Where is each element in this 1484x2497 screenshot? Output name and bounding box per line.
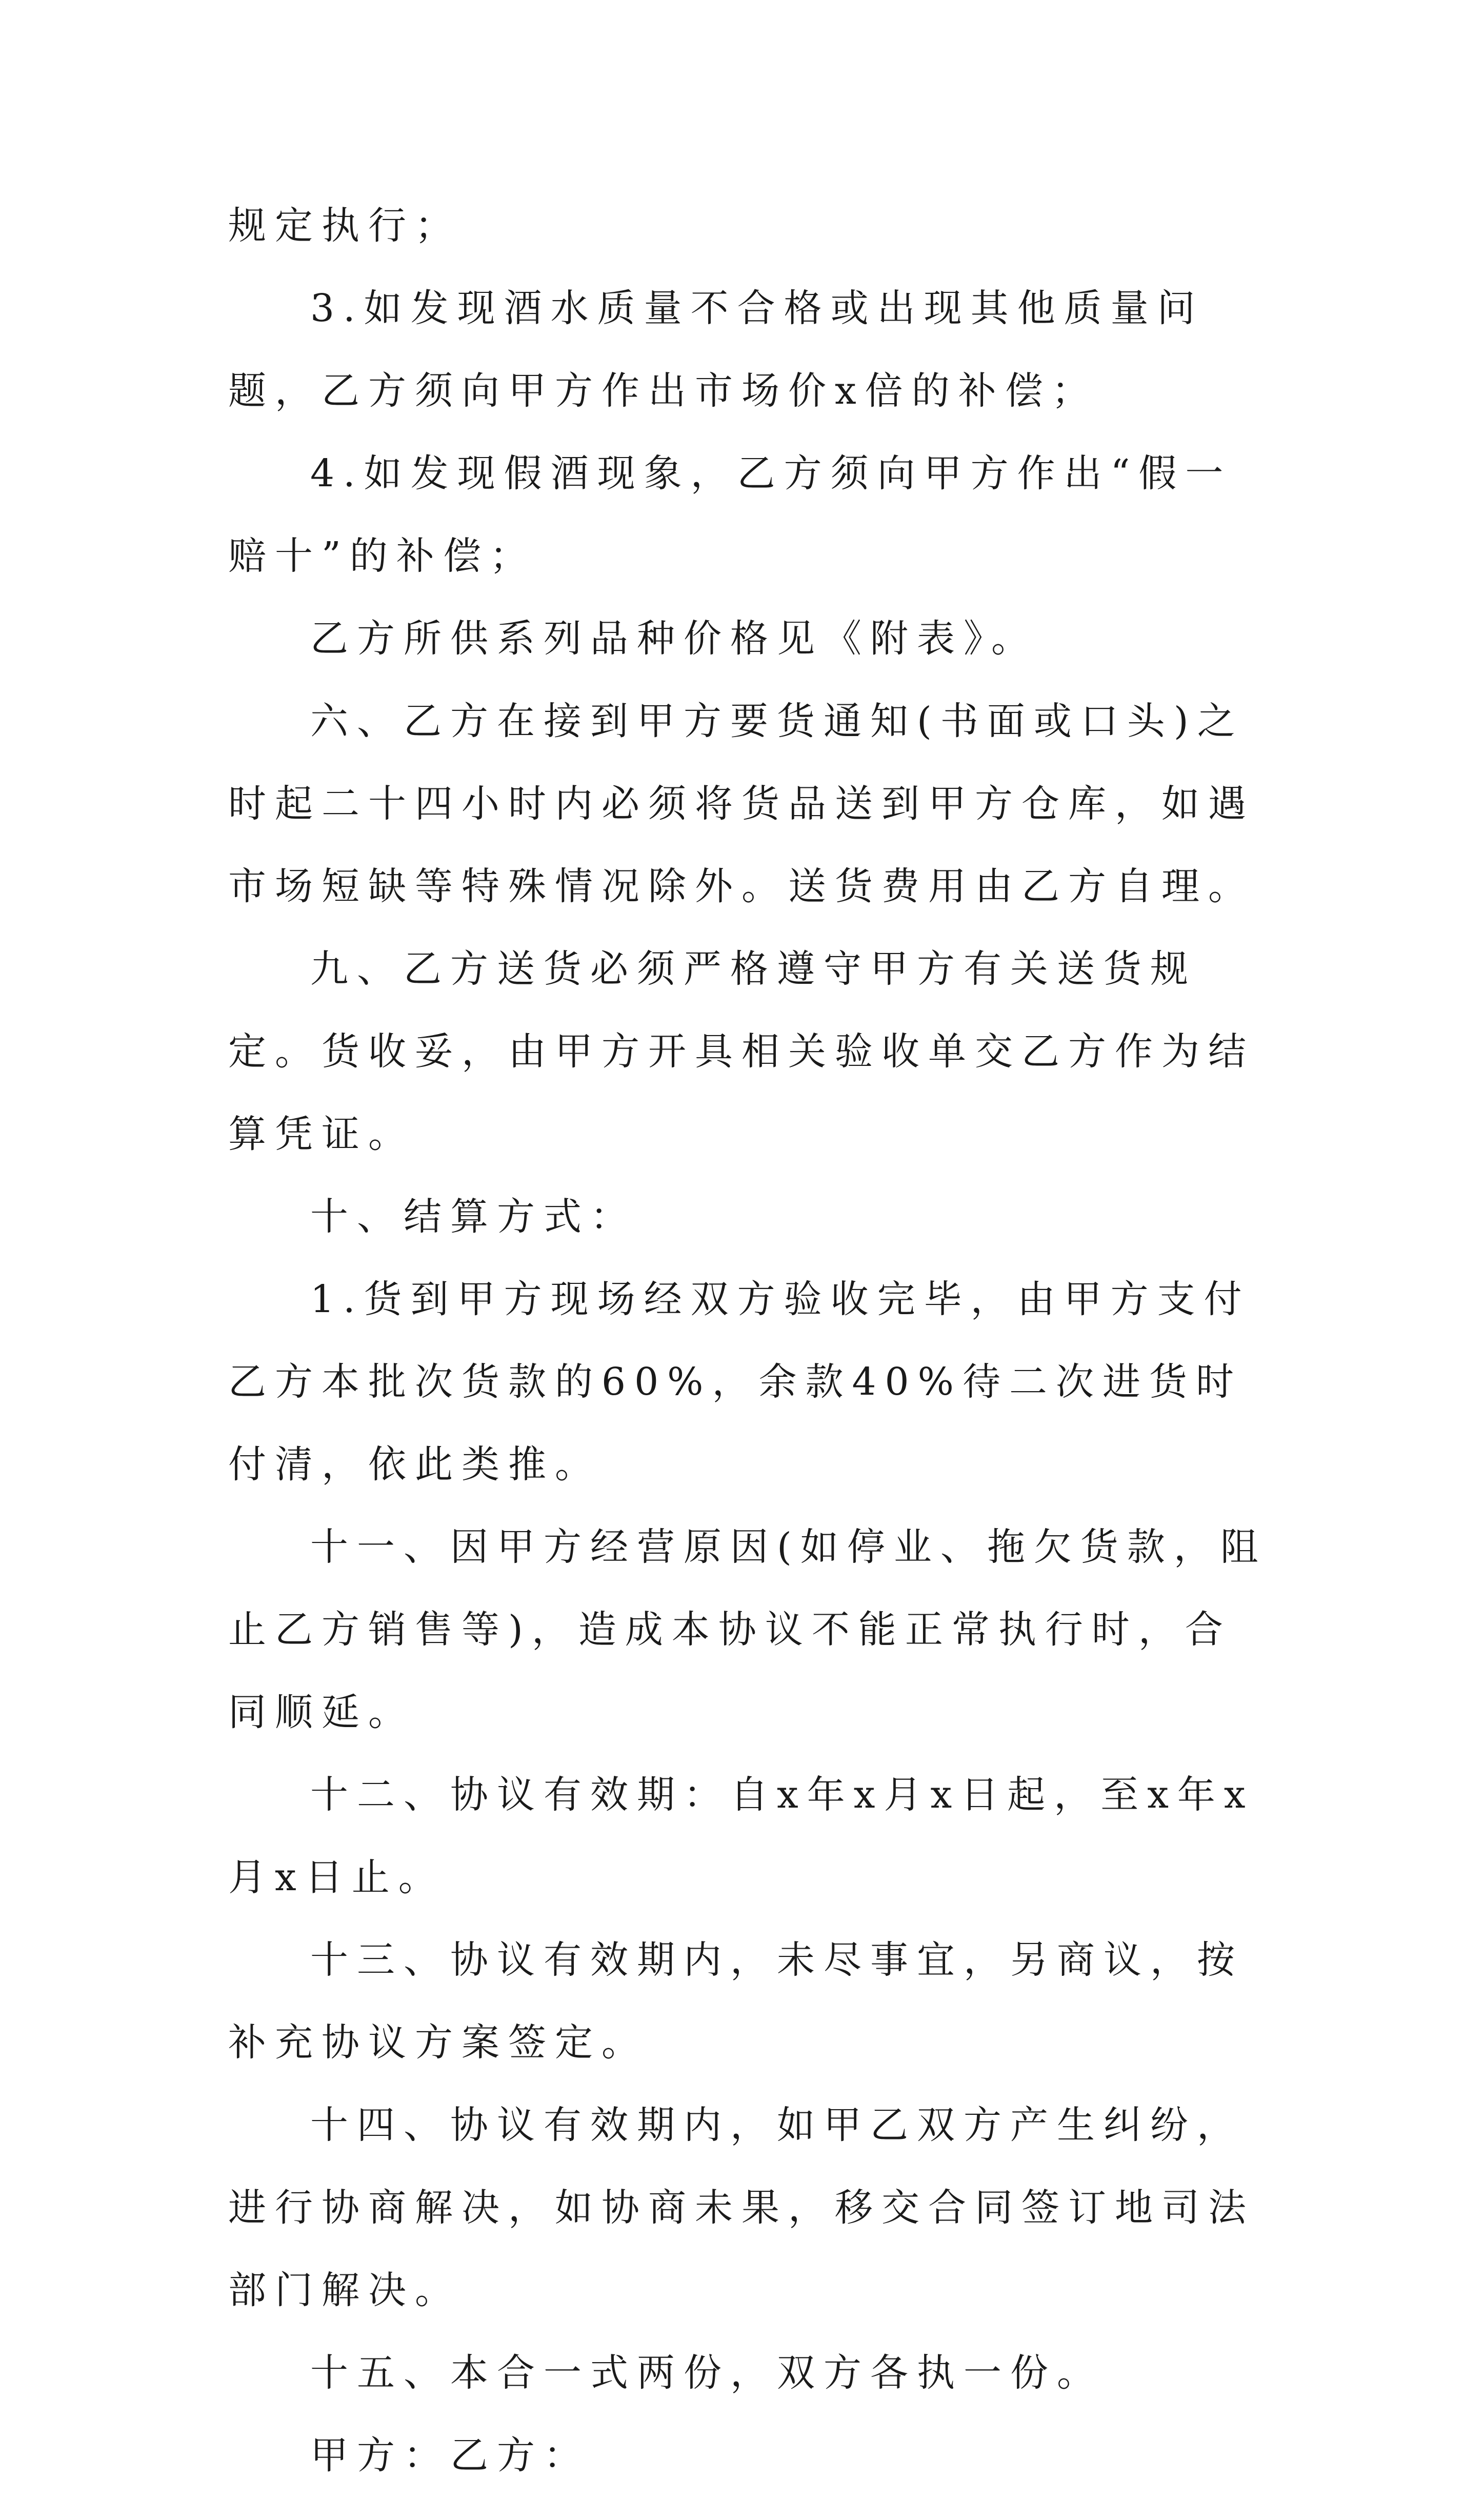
paragraph-clause-nine: 九、乙方送货必须严格遵守甲方有关送货规定。货收妥，由甲方开具相关验收单交乙方作为结算凭证。 <box>228 947 1255 1156</box>
signature-line: 甲方：乙方： <box>310 2433 590 2478</box>
paragraph-clause-thirteen: 十三、协议有效期内，未尽事宜，另商议，按补充协议方案签定。 <box>228 1938 1244 2065</box>
paragraph-clause-six: 六、乙方在接到甲方要货通知(书面或口头)之时起二十四小时内必须将货品送到甲方仓库，如遇市场短缺等特殊情况除外。送货费用由乙方自理。 <box>228 699 1255 908</box>
paragraph-clause-fifteen: 十五、本合一式两份，双方各执一份。 <box>310 2351 1104 2395</box>
paragraph-price-list: 乙方所供系列品种价格见《附表》。 <box>310 617 1038 661</box>
paragraph-quality-compensation: 3.如发现酒水质量不合格或出现其他质量问题，乙方须向甲方作出市场价x倍的补偿； <box>228 286 1204 413</box>
paragraph-counterfeit-compensation: 4.如发现假酒现象，乙方须向甲方作出“假一赔十”的补偿； <box>228 451 1232 578</box>
paragraph-execution-clause: 规定执行； <box>228 204 462 248</box>
document-body <box>228 185 1269 2497</box>
paragraph-clause-ten-heading: 十、结算方式： <box>310 1195 637 1239</box>
paragraph-clause-eleven: 十一、因甲方经营原因(如停业、拖欠货款，阻止乙方销售等)，造成本协议不能正常执行时，合同顺延。 <box>228 1525 1267 1734</box>
paragraph-clause-twelve: 十二、协议有效期：自x年x月x日起，至x年x月x日止。 <box>228 1773 1254 1899</box>
paragraph-payment-terms: 1.货到甲方现场经双方验收完毕，由甲方支付乙方本批次货款的60%，余款40%待二次进货时付清，依此类推。 <box>228 1277 1251 1487</box>
paragraph-clause-fourteen: 十四、协议有效期内，如甲乙双方产生纠纷，进行协商解决，如协商未果，移交合同签订地司法部门解决。 <box>228 2103 1255 2312</box>
